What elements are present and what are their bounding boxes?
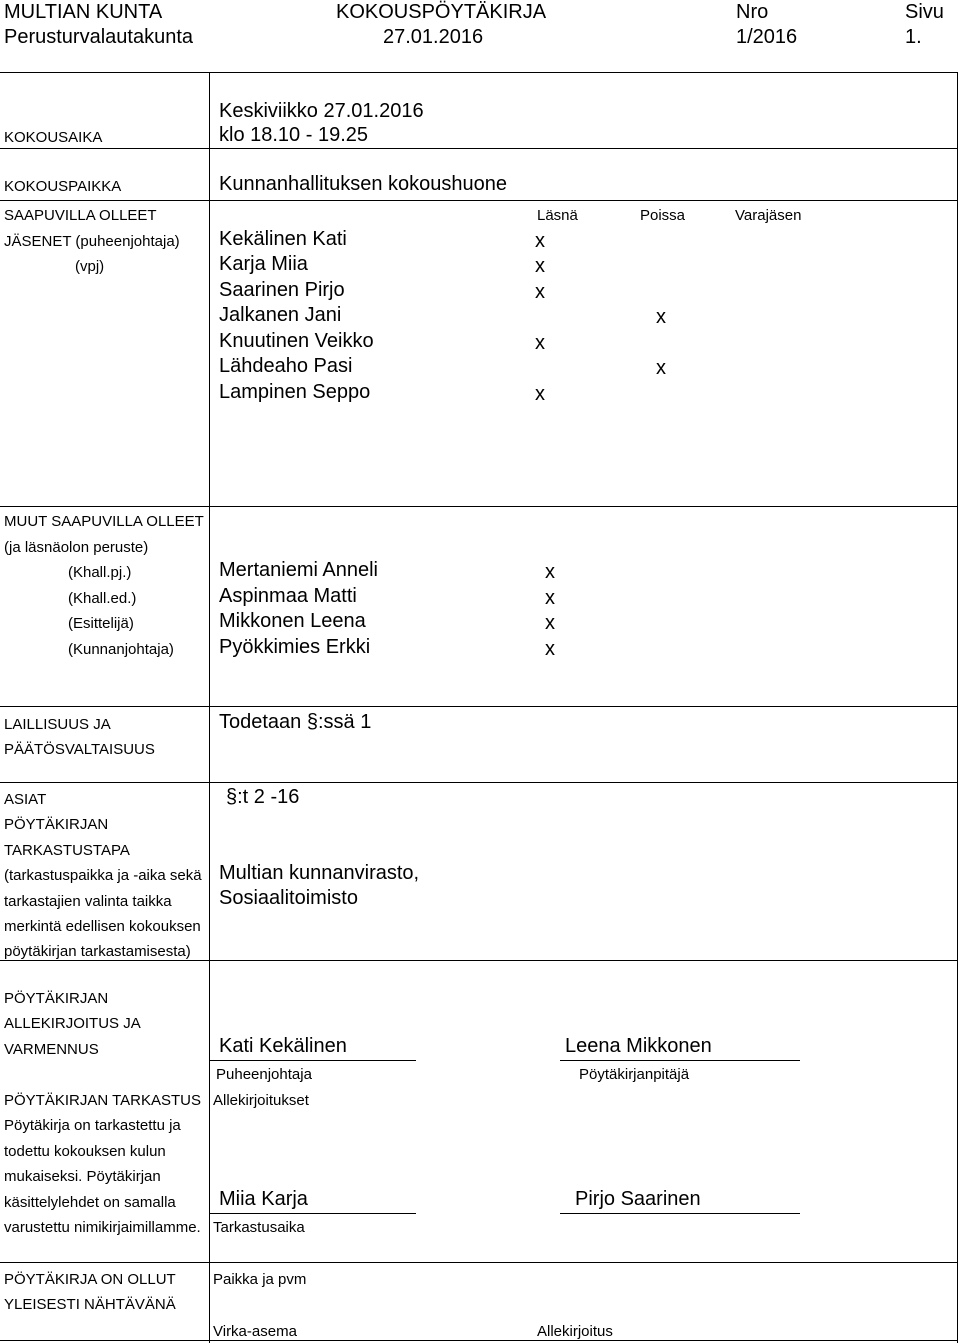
absent-mark: x — [656, 306, 666, 328]
member-name: Knuutinen Veikko — [219, 330, 374, 352]
row-divider — [0, 148, 958, 149]
place-date-label: Paikka ja pvm — [213, 1271, 307, 1288]
inspector-2-name: Pirjo Saarinen — [575, 1188, 701, 1210]
header-date: 27.01.2016 — [383, 26, 484, 48]
inspection-label-line: varustettu nimikirjaimillamme. — [4, 1219, 201, 1236]
issues-label: ASIAT — [4, 791, 47, 808]
chair-signature-line — [210, 1060, 416, 1061]
member-name: Kekälinen Kati — [219, 228, 347, 250]
signing-label-line: ALLEKIRJOITUS JA — [4, 1015, 141, 1032]
inspector-1-signature-line — [210, 1213, 416, 1214]
other-role: (Esittelijä) — [68, 615, 134, 632]
member-name: Lähdeaho Pasi — [219, 355, 353, 377]
nro-label: Nro — [736, 1, 769, 23]
row-divider — [0, 960, 958, 961]
other-role: (Kunnanjohtaja) — [68, 641, 174, 658]
nro-value: 1/2016 — [736, 26, 798, 48]
absent-mark: x — [656, 357, 666, 379]
other-mark: x — [545, 612, 555, 634]
issues-value: §:t 2 -16 — [226, 786, 300, 808]
inspection-label-line: Pöytäkirja on tarkastettu ja — [4, 1117, 181, 1134]
inspection-label-line: todettu kokouksen kulun — [4, 1143, 166, 1160]
review-place: Multian kunnanvirasto, — [219, 862, 420, 884]
other-role: (Khall.pj.) — [68, 564, 132, 581]
member-name: Lampinen Seppo — [219, 381, 371, 403]
meeting-date: Keskiviikko 27.01.2016 — [219, 100, 424, 122]
meeting-place: Kunnanhallituksen kokoushuone — [219, 173, 507, 195]
inspection-time-label: Tarkastusaika — [213, 1219, 305, 1236]
secretary-signature-line — [560, 1060, 800, 1061]
row-divider — [0, 782, 958, 783]
legality-value: Todetaan §:ssä 1 — [219, 711, 372, 733]
present-mark: x — [535, 281, 545, 303]
other-mark: x — [545, 587, 555, 609]
right-border — [957, 72, 958, 1343]
others-label: MUUT SAAPUVILLA OLLEET — [4, 513, 204, 530]
signing-label-line: VARMENNUS — [4, 1041, 99, 1058]
chair-name: Kati Kekälinen — [219, 1035, 347, 1057]
present-mark: x — [535, 255, 545, 277]
review-label-line: pöytäkirjan tarkastamisesta) — [4, 943, 191, 960]
review-label-line: tarkastajien valinta taikka — [4, 893, 172, 910]
row-divider — [0, 1262, 958, 1263]
other-mark: x — [545, 638, 555, 660]
secretary-role: Pöytäkirjanpitäjä — [579, 1066, 690, 1083]
signatures-label: Allekirjoitukset — [213, 1092, 309, 1109]
meeting-hours: klo 18.10 - 19.25 — [219, 124, 368, 146]
member-name: Karja Miia — [219, 253, 308, 275]
column-divider — [209, 72, 210, 1343]
bottom-border — [0, 1340, 958, 1341]
member-name: Saarinen Pirjo — [219, 279, 345, 301]
page-value: 1. — [905, 26, 922, 48]
document-type: KOKOUSPÖYTÄKIRJA — [336, 1, 547, 23]
board-name: Perusturvalautakunta — [4, 26, 194, 48]
public-label: PÖYTÄKIRJA ON OLLUT — [4, 1271, 176, 1288]
present-mark: x — [535, 332, 545, 354]
office-label: Virka-asema — [213, 1323, 297, 1340]
review-label-line: TARKASTUSTAPA — [4, 842, 130, 859]
meeting-place-label: KOKOUSPAIKKA — [4, 178, 122, 195]
members-label: SAAPUVILLA OLLEET — [4, 207, 157, 224]
inspection-label-line: PÖYTÄKIRJAN TARKASTUS — [4, 1092, 201, 1109]
inspection-label-line: mukaiseksi. Pöytäkirjan — [4, 1168, 161, 1185]
members-chair-label: JÄSENET (puheenjohtaja) — [4, 233, 180, 250]
review-label-line: (tarkastuspaikka ja -aika sekä — [4, 867, 202, 884]
review-label-line: merkintä edellisen kokouksen — [4, 918, 201, 935]
municipality-name: MULTIAN KUNTA — [4, 1, 163, 23]
review-label-line: PÖYTÄKIRJAN — [4, 816, 109, 833]
others-basis-label: (ja läsnäolon peruste) — [4, 539, 149, 556]
col-absent: Poissa — [640, 207, 686, 224]
signing-label-line: PÖYTÄKIRJAN — [4, 990, 109, 1007]
other-name: Pyökkimies Erkki — [219, 636, 371, 658]
public-label-2: YLEISESTI NÄHTÄVÄNÄ — [4, 1296, 176, 1313]
other-mark: x — [545, 561, 555, 583]
meeting-time-label: KOKOUSAIKA — [4, 129, 103, 146]
present-mark: x — [535, 383, 545, 405]
row-divider — [0, 200, 958, 201]
inspection-label-line: käsittelylehdet on samalla — [4, 1194, 176, 1211]
member-name: Jalkanen Jani — [219, 304, 342, 326]
other-role: (Khall.ed.) — [68, 590, 137, 607]
secretary-name: Leena Mikkonen — [565, 1035, 712, 1057]
signature-label: Allekirjoitus — [537, 1323, 613, 1340]
other-name: Mikkonen Leena — [219, 610, 366, 632]
chair-role: Puheenjohtaja — [216, 1066, 312, 1083]
quorum-label: PÄÄTÖSVALTAISUUS — [4, 741, 155, 758]
other-name: Aspinmaa Matti — [219, 585, 357, 607]
page-label: Sivu — [905, 1, 944, 23]
other-name: Mertaniemi Anneli — [219, 559, 378, 581]
row-divider — [0, 506, 958, 507]
review-office: Sosiaalitoimisto — [219, 887, 358, 909]
col-present: Läsnä — [537, 207, 578, 224]
header-divider — [0, 72, 958, 73]
col-deputy: Varajäsen — [735, 207, 802, 224]
members-vice-label: (vpj) — [75, 258, 105, 275]
inspector-2-signature-line — [560, 1213, 800, 1214]
inspector-1-name: Miia Karja — [219, 1188, 308, 1210]
legality-label: LAILLISUUS JA — [4, 716, 111, 733]
row-divider — [0, 706, 958, 707]
present-mark: x — [535, 230, 545, 252]
